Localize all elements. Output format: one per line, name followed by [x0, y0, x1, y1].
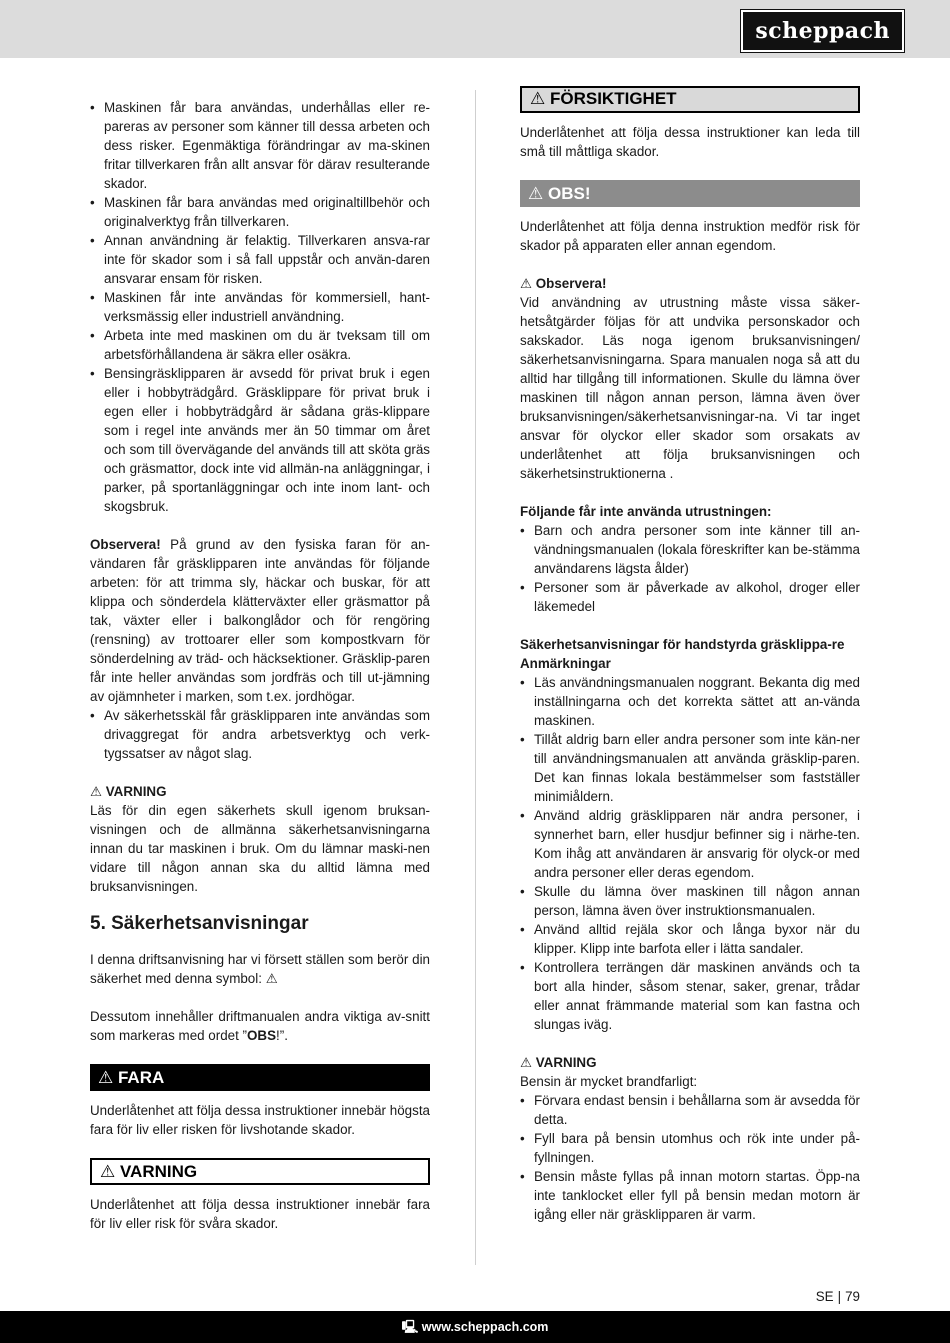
page-number: SE | 79	[815, 1289, 860, 1304]
petrol-list	[520, 1091, 860, 1224]
column-divider	[475, 90, 476, 1265]
fara-banner	[90, 1064, 430, 1091]
obs-word: OBS	[247, 1028, 277, 1043]
warning-text: Läs för din egen säkerhets skull igenom bruksan-visningen och de allmänna säkerhetsanvisningarna innan du tar maskinen i bruk. Om du lämnar maski-nen vidare till någon annan ska du alltid lämna med bruksanvisningen.	[90, 803, 430, 894]
obs-paragraph	[90, 1007, 430, 1045]
list-item: • Använd alltid rejäla skor och långa byxor när du klipper. Klipp inte barfota eller i lätta sandaler.	[520, 920, 860, 958]
symbol-paragraph	[90, 950, 430, 988]
observera-text: Vid användning av utrustning måste vissa säker-hetsåtgärder följas för att undvika personskador och sakskador. Läs noga igenom bruksanvisningen/ säkerhetsanvisningarna. Spara manualen noga så att du alltid har tillgång till informationen. Skulle du lämna över maskinen till någon annan person, lämna även över bruksanvisningen/säkerhetsanvisningar-na. Vi tar inget ansvar för olyckor eller skador som orsakats av underlåtenhet att följa bruksanvisningen och säkerhetsinstruktionerna .	[520, 295, 860, 481]
section-heading: 5. Säkerhetsanvisningar	[90, 913, 309, 934]
page-number-value: 79	[845, 1289, 860, 1304]
symbol-text: I denna driftsanvisning har vi försett ställen som berör din säkerhet med denna symbol:	[90, 952, 430, 986]
remarks-list	[520, 673, 860, 1034]
right-column	[520, 86, 860, 1224]
list-item: • Barn och andra personer som inte känner till an-vändningsmanualen (lokala föreskrifter kan be-stämma användarens lägsta ålder)	[520, 521, 860, 578]
warning-heading	[90, 782, 430, 801]
list-item: • Bensingräsklipparen är avsedd för privat bruk i egen eller i hobbyträdgård. Gräsklippare för privat bruk i egen eller i hobbyträdgård är sådana gräs-klippare som i regel inte används mer än 50 timmar om året och som till övervägande del används till att sköta gräs och gräsmattor, dock inte vid allmän-na anläggningar, i parker, på sportanläggningar och inte inom lant- och skogsbruk.	[90, 364, 430, 516]
list-item: • Bensin måste fyllas på innan motorn startas. Öpp-na inte tanklocket eller fyll på bensin medan motorn är igång eller när gräsklipparen är varm.	[520, 1167, 860, 1224]
list-item: • Tillåt aldrig barn eller andra personer som inte kän-ner till användningsmanualen att använda gräsklip-paren. Det kan finnas lokala bestämmelser som fastställer minimiåldern.	[520, 730, 860, 806]
list-item: • Maskinen får bara användas, underhållas eller re-pareras av personer som känner till dessa arbeten och dess risker. Egenmäktiga förändringar av ma-skinen fritar tillverkaren från allt ansvar för därav resulterande skador.	[90, 98, 430, 193]
warning-triangle-icon: ⚠	[90, 784, 103, 799]
header-bar	[0, 0, 950, 58]
list-item: • Maskinen får inte användas för kommersiell, hant-verksmässig eller industriell användning.	[90, 288, 430, 326]
handheld-heading: Säkerhetsanvisningar för handstyrda gräsklippa-re	[520, 637, 845, 652]
observera-paragraph	[90, 535, 430, 706]
forbid-list	[520, 521, 860, 616]
warning-triangle-icon: ⚠	[520, 1055, 533, 1070]
forsiktighet-text: Underlåtenhet att följa dessa instruktioner kan leda till små till måttliga skador.	[520, 125, 860, 159]
list-item: • Läs användningsmanualen noggrant. Bekanta dig med inställningarna och det korrekta sättet att an-vända maskinen.	[520, 673, 860, 730]
obs-text: Underlåtenhet att följa denna instruktion medför risk för skador på apparaten eller annan egendom.	[520, 219, 860, 253]
obs-label: OBS!	[547, 184, 591, 203]
warning-triangle-icon: ⚠	[530, 89, 546, 108]
computer-icon: 🖳	[401, 1320, 419, 1334]
warning-triangle-icon: ⚠	[265, 971, 278, 986]
obs-text-before: Dessutom innehåller driftmanualen andra viktiga av-snitt som markeras med ordet ”	[90, 1009, 430, 1043]
remarks-heading: Anmärkningar	[520, 656, 611, 671]
warning-triangle-icon: ⚠	[520, 276, 533, 291]
observera-heading	[520, 274, 860, 293]
list-item: • Förvara endast bensin i behållarna som är avsedda för detta.	[520, 1091, 860, 1129]
observera-text: På grund av den fysiska faran för an-vändaren får gräsklipparen inte användas för följande arbeten: för att trimma sly, häckar och buskar, för att klippa och sönderdela klätterväxter eller gräsmattor på tak, växter eller i balkonglådor och för rengöring (rensning) av trottoarer eller som kompostkvarn för sönderdelning av träd- och häcksektioner. Gräsklip-paren får inte heller användas som jordfräs och till ut-jämning av ojämnheter i marken, som t.ex. jordhögar.	[90, 537, 430, 704]
brand-logo: scheppach	[741, 10, 904, 52]
obs-banner	[520, 180, 860, 207]
forsiktighet-label: FÖRSIKTIGHET	[549, 89, 677, 108]
list-item: • Skulle du lämna över maskinen till någon annan person, lämna även över instruktionsmanualen.	[520, 882, 860, 920]
varning-label: VARNING	[119, 1162, 198, 1181]
left-column	[90, 98, 430, 1233]
list-item: • Annan användning är felaktig. Tillverkaren ansva-rar inte för skador som i så fall uppstår och använ-daren ansvarar ensam för risken.	[90, 231, 430, 288]
fara-label: FARA	[117, 1068, 165, 1087]
observera-title: Observera!	[535, 276, 607, 291]
forsiktighet-banner	[520, 86, 860, 113]
list-item: • Använd aldrig gräsklipparen när andra personer, i synnerhet barn, eller husdjur befinner sig i närhe-ten. Kom ihåg att användaren är ansvarig för olyck-or med andra personer eller deras egendom.	[520, 806, 860, 882]
warning-triangle-icon: ⚠	[98, 1068, 114, 1087]
warning-title: VARNING	[105, 784, 167, 799]
petrol-warning-title: VARNING	[535, 1055, 597, 1070]
list-item: • Av säkerhetsskäl får gräsklipparen inte användas som drivaggregat för andra arbetsverktyg och verk-tygssatser av något slag.	[90, 706, 430, 763]
safety-reason-list	[90, 706, 430, 763]
warning-triangle-icon: ⚠	[528, 184, 544, 203]
petrol-warning-heading	[520, 1053, 860, 1072]
list-item: • Maskinen får bara användas med originaltillbehör och originalverktyg från tillverkaren.	[90, 193, 430, 231]
footer-bar	[0, 1311, 950, 1343]
obs-text-after: !”.	[276, 1028, 288, 1043]
footer-url[interactable]: www.scheppach.com	[421, 1320, 549, 1334]
intended-use-list	[90, 98, 430, 516]
list-item: • Personer som är påverkade av alkohol, droger eller läkemedel	[520, 578, 860, 616]
forbid-heading: Följande får inte använda utrustningen:	[520, 504, 772, 519]
list-item: • Kontrollera terrängen där maskinen används och ta bort alla hinder, såsom stenar, saker, grenar, trådar eller annat främmande material som kan fastna och slungas iväg.	[520, 958, 860, 1034]
varning-text: Underlåtenhet att följa dessa instruktioner innebär fara för liv eller risk för svåra skador.	[90, 1197, 430, 1231]
page-lang: SE	[815, 1289, 834, 1304]
fara-text: Underlåtenhet att följa dessa instruktioner innebär högsta fara för liv eller risken för livshotande skador.	[90, 1103, 430, 1137]
list-item: • Fyll bara på bensin utomhus och rök inte under på-fyllningen.	[520, 1129, 860, 1167]
observera-label: Observera!	[90, 537, 161, 552]
warning-triangle-icon: ⚠	[100, 1162, 116, 1181]
petrol-intro: Bensin är mycket brandfarligt:	[520, 1074, 698, 1089]
varning-banner	[90, 1158, 430, 1185]
list-item: • Arbeta inte med maskinen om du är tveksam till om arbetsförhållandena är säkra eller osäkra.	[90, 326, 430, 364]
